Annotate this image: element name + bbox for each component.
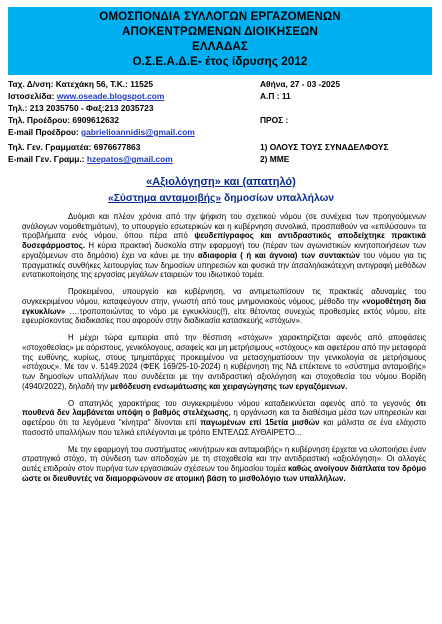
title-evaluation: «Αξιολόγηση» και (απατηλό) <box>146 176 296 188</box>
body-text: Προκειμένου, υπουργείο και κυβέρνηση, να αντιμετωπίσουν τις πρακτικές αδυναμίες του συγκεκριμένου νόμου, καταφεύγουν στην, γνωστή από τους μνημονιακούς νόμους, μέθοδο την <box>22 287 426 306</box>
president-email-link[interactable]: gabrielioannidis@gmail.com <box>80 127 195 137</box>
website-link[interactable]: www.oseade.blogspot.com <box>56 91 165 101</box>
recipient-1: 1) ΟΛΟΥΣ ΤΟΥΣ ΣΥΝΑΔΕΛΦΟΥΣ <box>260 142 389 152</box>
protocol-number: Α.Π : 11 <box>260 91 291 101</box>
header-acronym-founded: Ο.Σ.Ε.Α.Δ.Ε- έτος ίδρυσης 2012 <box>132 55 308 68</box>
body-text: Η κύρια πρακτική δυσκολία στην εφαρμογή του (πέραν των αγωνιστικών κινητοποιήσεων των εργαζόμενων στο δημόσιο) έχει να κάνει με την <box>22 241 426 260</box>
paragraph-2 <box>22 287 426 326</box>
secretary-phone: Τηλ. Γεν. Γραμματέα: 6976677863 <box>8 142 141 152</box>
website-label: Ιστοσελίδα: <box>8 91 57 101</box>
paragraph-1 <box>22 212 426 280</box>
emphasis-text: καθώς ανοίγουν διάπλατα τον δρόμο ώστε οι διευθυντές να διαμορφώνουν σε ατομική βάση το μισθολόγιο των υπαλλήλων. <box>22 463 426 483</box>
header-country: ΕΛΛΑΔΑΣ <box>192 40 248 53</box>
body-text: Με την εφαρμογή του συστήματος «κινήτρων και ανταμοιβής» η κυβέρνηση έρχεται να υλοποιήσει έναν στρατηγικό στόχο, τη σύνδεση των αποδοχών με τη στοχοθεσία και την αντιδραστική «αξιολόγηση». Οι αλλαγές αυτές επιδρούν στον πυρήνα των εργασιακών σχέσεων του δημοσίου τομέα <box>22 444 426 473</box>
president-email-line <box>8 127 195 137</box>
emphasis-text: μεθόδευση ενσωμάτωσης και χειραγώγησης των εργαζόμενων. <box>110 381 348 391</box>
body-text: και μάλιστα σε ένα ελάχιστο ποσοστό υπαλλήλων που τελικά επιλέγονται με τρόπο ΕΝΤΕΛΩΣ ΑΥΘΑΙΡΕΤΟ... <box>22 417 426 437</box>
paragraph-5 <box>22 445 426 484</box>
body-text: Δυόμισι και πλέον χρόνια από την ψήφιση του σχετικού νόμου (σε συνέχεια των προηγούμενων ανάλογων νομοθετημάτων), το υπουργείο εσωτερικών και η κυβέρνηση συνολικά, προσπαθούν να «επιλύσουν» τα προβλήματα ενός νόμου, όπου πέρα από <box>22 212 426 241</box>
president-email-label: E-mail Προέδρου: <box>8 127 81 137</box>
title-reward-system-quoted: «Σύστημα ανταμοιβής» <box>108 193 222 204</box>
body-text: , η οργάνωση και τα διαθέσιμα μέσα των υπηρεσιών και αφετέρου ότι τα λεγόμενα "κίνητρα" δίνονται επί <box>22 408 426 427</box>
body-text: Ο απατηλός χαρακτήρας του συγκεκριμένου νόμου καταδεικνύεται αφενός από το γεγονός <box>68 398 416 408</box>
header-banner <box>8 7 432 75</box>
title-civil-servants: δημοσίων υπαλλήλων <box>221 193 334 204</box>
paragraph-3 <box>22 333 426 391</box>
emphasis-text: ψευδεπίγραφος και αντιδραστικός αποδείχτηκε πρακτικά δυσεφάρμοστος. <box>22 231 427 251</box>
secretary-email-line <box>8 154 173 164</box>
phones: Τηλ.: 213 2035750 - Φαξ:213 2035723 <box>8 103 154 113</box>
to-label: ΠΡΟΣ : <box>260 115 289 125</box>
emphasis-text: παγωμένων επί 15ετία μισθών <box>200 417 320 427</box>
recipient-2: 2) ΜΜΕ <box>260 154 290 164</box>
secretary-email-label: E-mail Γεν. Γραμμ.: <box>8 154 87 164</box>
emphasis-text: αδιαφορία ( ή και άγνοια) των συντακτών <box>197 250 360 260</box>
paragraph-4 <box>22 399 426 438</box>
address: Ταχ. Δ/νση: Κατεχάκη 56, Τ.Κ.: 11525 <box>8 79 154 89</box>
body-text: ….τροποποιώντας το νόμο με εγκυκλίους(!), είτε θέτοντας συνεχώς προθεσμίες εκτός νόμου, είτε εφευρίσκοντας διαδικασίες που αφορούν στην διαδικασία κατασκευής «στόχων». <box>22 306 426 326</box>
emphasis-text: ότι πουθενά δεν λαμβάνεται υπόψη ο βαθμός στελέχωσης <box>22 398 426 418</box>
header-federation-name: ΟΜΟΣΠΟΝΔΙΑ ΣΥΛΛΟΓΩΝ ΕΡΓΑΖΟΜΕΝΩΝ <box>99 10 341 23</box>
emphasis-text: «νομοθέτηση δια εγκυκλίων» <box>22 296 426 316</box>
body-text: του νόμου για τις πραγματικές συνθήκες λειτουργίας των δημοσίων υπηρεσιών και φυσικά την άτσαλη/κακότεχνη αντιγραφή μεθόδων εντατικοποίησης της εργασίας μεγάλων εταιρειών του ιδιωτικού τομέα. <box>22 250 427 280</box>
letter-body <box>22 212 426 491</box>
website-line <box>8 91 164 101</box>
header-decentralized-admins: ΑΠΟΚΕΝΤΡΩΜΕΝΩΝ ΔΙΟΙΚΗΣΕΩΝ <box>122 25 318 38</box>
title-reward-system <box>0 193 442 204</box>
date: Αθήνα, 27 - 03 -2025 <box>260 79 340 89</box>
president-phone: Τηλ. Προέδρου: 6909612632 <box>8 115 119 125</box>
body-text: Η μέχρι τώρα εμπειρία από την θέσπιση «στόχων» χαρακτηρίζεται αφενός από αποφάσεις «στοχοθεσίας» με αόριστους, γενικόλογους, ασαφείς και μη μετρήσιμους «στόχους» και αφετέρου από την μεταφορά της ευθύνης, κυρίως, στους τμηματάρχες προκειμένου να μετασχηματίσουν την γενικολογία σε μετρήσιμους «στόχους». Με τον ν. 5149.2024 (ΦΕΚ 169/25-10-2024) η κυβέρνηση της ΝΔ επέκτεινε το «σύστημα ανταμοιβής» των δημοσίων υπαλλήλων που συνδέεται με την αντιδραστική αξιολόγηση και στοχοθεσία του νόμου Βορίδη (4940/2022), δηλαδή την <box>22 333 426 391</box>
secretary-email-link[interactable]: hzepatos@gmail.com <box>86 154 173 164</box>
